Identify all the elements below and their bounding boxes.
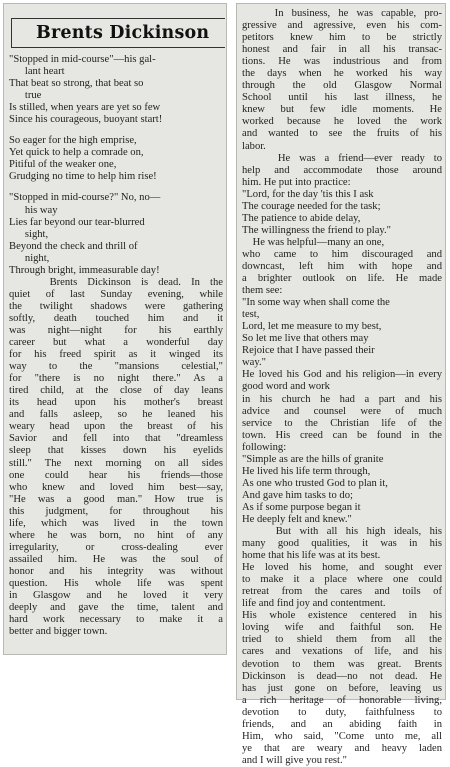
text-line: home that his life was at its best. bbox=[242, 550, 381, 562]
text-line: So eager for the high emprise, bbox=[9, 135, 137, 147]
text-line: sleep that kisses down his eyelids bbox=[9, 445, 223, 457]
text-line: He loved his home, and sought ever bbox=[242, 562, 442, 574]
text-line: irregularity, or cross-dealing ever bbox=[9, 541, 223, 553]
text-line: Him, who said, "Come unto me, all bbox=[242, 730, 442, 742]
text-line: The courage needed for the task; bbox=[242, 200, 381, 212]
text-line: And gave him tasks to do; bbox=[242, 489, 353, 501]
text-line: help and accommodate those around bbox=[242, 164, 442, 176]
text-line: a rich heritage of honorable living, bbox=[242, 694, 442, 706]
text-line: life and find joy and contentment. bbox=[242, 598, 386, 610]
text-line: softly, death touched him and it bbox=[9, 312, 223, 324]
text-line: sight, bbox=[9, 228, 49, 240]
text-line: assailed him. He was the soul of bbox=[9, 553, 223, 565]
text-line: worked because he loved the work bbox=[242, 116, 442, 128]
text-line: true bbox=[9, 90, 42, 102]
text-line: "Lord, for the day 'tis this I ask bbox=[242, 188, 374, 200]
text-line: service to the Christian life of the bbox=[242, 417, 442, 429]
text-line: Dickinson is dead—no not dead. He bbox=[242, 670, 442, 682]
text-line: Yet quick to help a comrade on, bbox=[9, 147, 144, 159]
text-line: But with all his high ideals, his bbox=[242, 526, 442, 538]
text-line: to make it a place where one could bbox=[242, 574, 442, 586]
text-line: a brighter outlook on life. He made bbox=[242, 273, 442, 285]
text-line: and I will give you rest." bbox=[242, 754, 347, 766]
text-line: where he was born, no hint of any bbox=[9, 529, 223, 541]
headline-box bbox=[11, 18, 225, 48]
text-line: tions. He was industrious and from bbox=[242, 56, 442, 68]
text-line: He lived his life term through, bbox=[242, 465, 371, 477]
text-line: tired child, at the close of day leans bbox=[9, 385, 223, 397]
text-line: "In some way when shall come the bbox=[242, 297, 390, 309]
text-line: weary head upon the breast of his bbox=[9, 421, 223, 433]
text-line: him. He put into practice: bbox=[242, 176, 351, 188]
text-line: in his church he had a part and his bbox=[242, 393, 442, 405]
text-line: hard work necessary to make it a bbox=[9, 614, 223, 626]
text-line: following: bbox=[242, 441, 287, 453]
text-line: and wanted to see the fruits of his bbox=[242, 128, 442, 140]
text-line: So let me live that others may bbox=[242, 333, 369, 345]
text-line: As one who trusted God to plan it, bbox=[242, 477, 388, 489]
text-line: devotion to them was great. Brents bbox=[242, 658, 442, 670]
text-line: Rejoice that I have passed their bbox=[242, 345, 375, 357]
text-line: way to the "mansions celestial," bbox=[9, 361, 223, 373]
right-column-text bbox=[242, 8, 442, 767]
text-line: Lord, let me measure to my best, bbox=[242, 321, 382, 333]
text-line: the twilight shadows were gathering bbox=[9, 300, 223, 312]
text-line: Through bright, immeasurable day! bbox=[9, 264, 160, 276]
text-line: "He was a good man." How true is bbox=[9, 493, 223, 505]
text-line: As if some purpose began it bbox=[242, 501, 361, 513]
text-line: His whole existence centered in his bbox=[242, 610, 442, 622]
text-line: He loved his God and his religion—in every good word and work bbox=[242, 369, 442, 393]
text-line: for his freed spirit as it winged its bbox=[9, 349, 223, 361]
text-line: deeply and gave the time, talent and bbox=[9, 602, 223, 614]
text-line: petitors knew him to be strictly bbox=[242, 32, 442, 44]
text-line: quiet of last Sunday evening, while bbox=[9, 288, 223, 300]
text-line: life, which was lived in the town bbox=[9, 517, 223, 529]
stanza-break bbox=[9, 126, 223, 135]
text-line: labor. bbox=[242, 140, 266, 152]
text-line: through the old Glasgow Normal bbox=[242, 80, 442, 92]
text-line: one could hear his friends—those bbox=[9, 469, 223, 481]
text-line: who came to him discouraged and bbox=[242, 248, 442, 260]
text-line: many good qualities, it was in his bbox=[242, 538, 442, 550]
text-line: devotion to duty, faithfulness to bbox=[242, 706, 442, 718]
text-line: In business, he was capable, pro- bbox=[242, 8, 442, 19]
text-line: way." bbox=[242, 357, 266, 369]
text-line: tried to shield them from all the bbox=[242, 634, 442, 646]
text-line: for "there is no night there." As a bbox=[9, 373, 223, 385]
text-line: Beyond the check and thrill of bbox=[9, 240, 138, 252]
text-line: retreat from the cares and toils of bbox=[242, 586, 442, 598]
text-line: ye that are weary and heavy laden bbox=[242, 742, 442, 754]
text-line: night, bbox=[9, 252, 50, 264]
text-line: lant heart bbox=[9, 66, 65, 78]
headline: Brents Dickinson bbox=[36, 23, 210, 43]
stanza-break bbox=[9, 183, 223, 192]
text-line: honor and his integrity was without bbox=[9, 565, 223, 577]
text-line: them see: bbox=[242, 285, 283, 297]
text-line: his way bbox=[9, 204, 58, 216]
text-line: better and bigger town. bbox=[9, 626, 108, 638]
text-line: its head upon his mother's breast bbox=[9, 397, 223, 409]
text-line: downcast, left him with hope and bbox=[242, 260, 442, 272]
text-line: career but what a wonderful day bbox=[9, 337, 223, 349]
text-line: "Stopped in mid-course"—his gal- bbox=[9, 54, 156, 65]
text-line: He was helpful—many an one, bbox=[242, 236, 385, 248]
text-line: honest and fair in all his transac- bbox=[242, 44, 442, 56]
text-line: Lies far beyond our tear-blurred bbox=[9, 216, 145, 228]
text-line: "Simple as are the hills of granite bbox=[242, 453, 384, 465]
text-line: was night—night for his earthly bbox=[9, 324, 223, 336]
right-column-clipping bbox=[236, 3, 446, 766]
text-line: this judgment, for throughout his bbox=[9, 505, 223, 517]
text-line: Since his courageous, buoyant start! bbox=[9, 114, 163, 126]
text-line: Brents Dickinson is dead. In the bbox=[9, 276, 223, 288]
text-line: in Glasgow and he loved it very bbox=[9, 590, 223, 602]
text-line: friends, and an abiding faith in bbox=[242, 718, 442, 730]
text-line: Savior and fell into that "dreamless bbox=[9, 433, 223, 445]
text-line: "Stopped in mid-course?" No, no— bbox=[9, 192, 161, 204]
text-line: That beat so strong, that beat so bbox=[9, 78, 144, 90]
text-line: and falls asleep, so he leaned his bbox=[9, 409, 223, 421]
text-line: question. His whole life was spent bbox=[9, 577, 223, 589]
text-line: still." The next morning on all sides bbox=[9, 457, 223, 469]
text-line: gressive and agressive, even his com- bbox=[242, 20, 442, 32]
text-line: School until his last illness, he bbox=[242, 92, 442, 104]
text-line: who knew and loved him best—say, bbox=[9, 481, 223, 493]
text-line: cares and vexations of life, and his bbox=[242, 646, 442, 658]
text-line: the days when he worked his way bbox=[242, 68, 442, 80]
text-line: test, bbox=[242, 309, 260, 321]
text-line: advice and counsel were of much bbox=[242, 405, 442, 417]
text-line: The patience to abide delay, bbox=[242, 212, 361, 224]
left-column-text bbox=[9, 54, 223, 638]
text-line: Is stilled, when years are yet so few bbox=[9, 102, 161, 114]
text-line: The willingness the friend to play." bbox=[242, 224, 391, 236]
text-line: He was a friend—ever ready to bbox=[242, 152, 442, 164]
text-line: has just gone on before, leaving us bbox=[242, 682, 442, 694]
text-line: Grudging no time to help him rise! bbox=[9, 171, 157, 183]
text-line: loving wife and faithful son. He bbox=[242, 622, 442, 634]
text-line: town. His creed can be found in the bbox=[242, 429, 442, 441]
text-line: He deeply felt and knew." bbox=[242, 513, 352, 525]
text-line: Pitiful of the weaker one, bbox=[9, 159, 117, 171]
text-line: knew but few idle moments. He bbox=[242, 104, 442, 116]
left-column-clipping bbox=[3, 3, 227, 655]
